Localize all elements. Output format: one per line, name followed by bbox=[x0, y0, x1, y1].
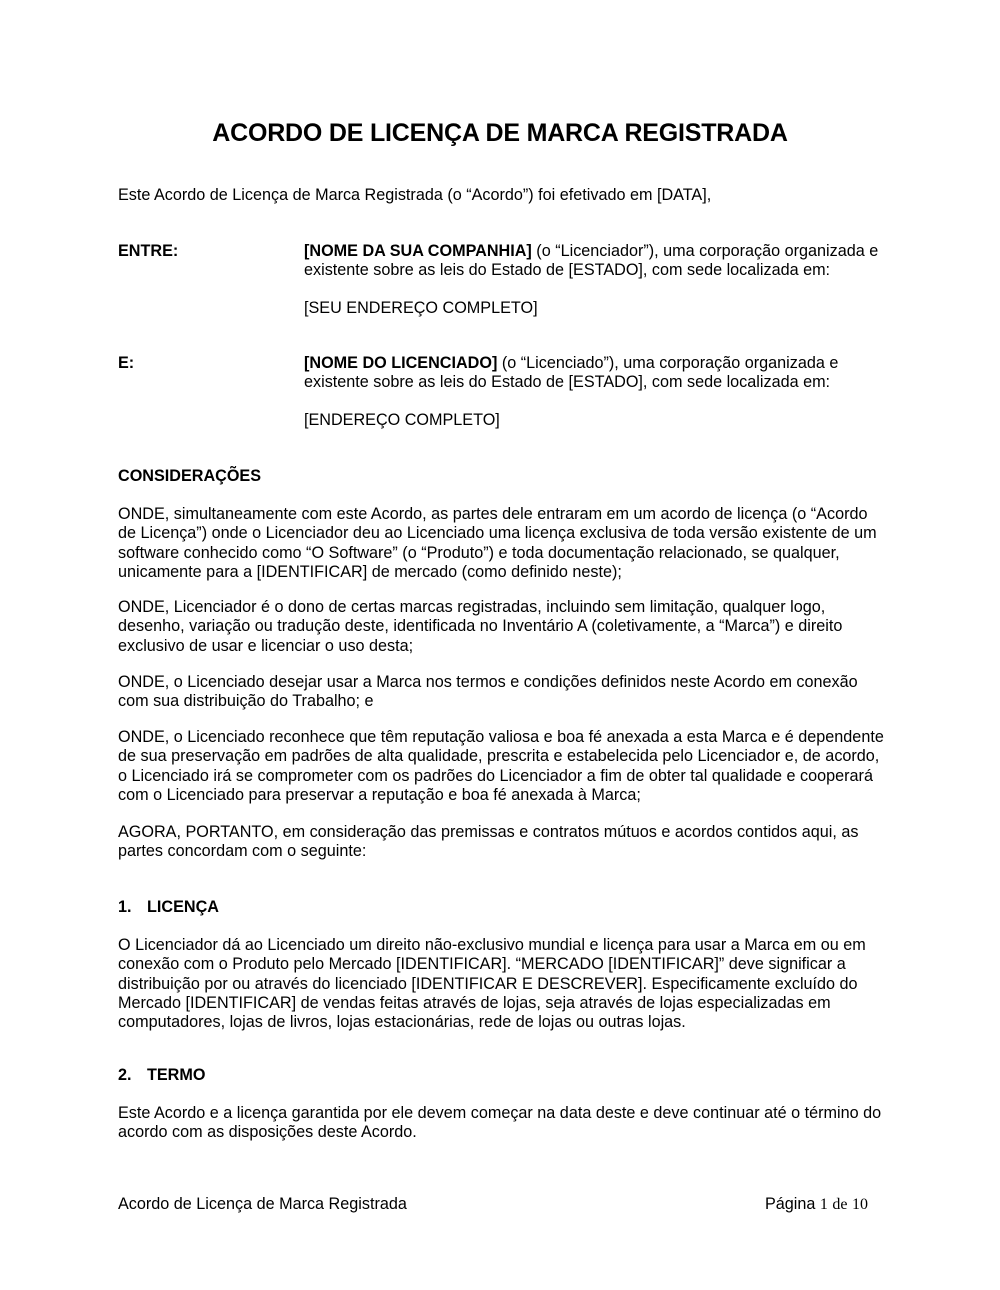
footer-page-word: Página bbox=[765, 1195, 816, 1213]
party-licensor-text: (o “Licenciador”), uma corporação organizada e existente sobre as leis do Estado de [ESTADO], com sede localizada em: bbox=[304, 242, 879, 280]
party-licensee-name: [NOME DO LICENCIADO] bbox=[304, 354, 498, 372]
whereas-paragraph-4: ONDE, o Licenciado reconhece que têm reputação valiosa e boa fé anexada a esta Marca e é dependente de sua preservação em padrões de alta qualidade, prescrita e estabelecida pelo Licenciador e, de acordo, o Licenciado irá se comprometer com os padrões do Licenciador a fim de obter tal qualidade e cooperará com o Licenciado para preservar a reputação e boa fé anexada à Marca; bbox=[118, 728, 884, 804]
party-licensee-description bbox=[304, 354, 884, 393]
document-title: ACORDO DE LICENÇA DE MARCA REGISTRADA bbox=[212, 119, 788, 147]
section-2-heading bbox=[118, 1066, 205, 1085]
footer-page-current: 1 bbox=[819, 1196, 828, 1213]
party-label-between: ENTRE: bbox=[118, 242, 179, 260]
section-2-number: 2. bbox=[118, 1066, 132, 1084]
party-licensee-address: [ENDEREÇO COMPLETO] bbox=[304, 411, 500, 429]
section-2-body: Este Acordo e a licença garantida por ele devem começar na data deste e deve continuar até o término do acordo com as disposições deste Acordo. bbox=[118, 1104, 882, 1142]
party-licensee-text: (o “Licenciado”), uma corporação organizada e existente sobre as leis do Estado de [ESTADO], com sede localizada em: bbox=[304, 354, 839, 392]
footer-page-number bbox=[765, 1195, 868, 1214]
section-1-title: LICENÇA bbox=[147, 898, 219, 916]
intro-paragraph: Este Acordo de Licença de Marca Registrada (o “Acordo”) foi efetivado em [DATA], bbox=[118, 186, 712, 204]
footer-document-title: Acordo de Licença de Marca Registrada bbox=[118, 1195, 407, 1213]
section-1-heading bbox=[118, 898, 219, 917]
party-licensor-description bbox=[304, 242, 884, 281]
section-1-body: O Licenciador dá ao Licenciado um direito não-exclusivo mundial e licença para usar a Marca em ou em conexão com o Produto pelo Mercado [IDENTIFICAR]. “MERCADO [IDENTIFICAR]” deve significar a distribuição por ou através do licenciado [IDENTIFICAR E DESCREVER]. Especificamente excluído do Mercado [IDENTIFICAR] de vendas feitas através de lojas, seja através de lojas especializadas em computadores, lojas de livros, lojas estacionárias, rede de lojas ou outras lojas. bbox=[118, 936, 866, 1032]
footer-page-of: de bbox=[832, 1196, 848, 1213]
section-2-title: TERMO bbox=[147, 1066, 206, 1084]
party-licensor-name: [NOME DA SUA COMPANHIA] bbox=[304, 242, 532, 260]
party-label-and: E: bbox=[118, 354, 135, 372]
section-1-number: 1. bbox=[118, 898, 132, 916]
footer-page-total: 10 bbox=[852, 1196, 869, 1213]
whereas-paragraph-3: ONDE, o Licenciado desejar usar a Marca nos termos e condições definidos neste Acordo em conexão com sua distribuição do Trabalho; e bbox=[118, 673, 858, 711]
considerations-heading: CONSIDERAÇÕES bbox=[118, 467, 262, 485]
whereas-paragraph-1: ONDE, simultaneamente com este Acordo, as partes dele entraram em um acordo de licença (o “Acordo de Licença”) onde o Licenciador deu ao Licenciado uma licença exclusiva de toda versão existente de um software conhecido como “O Software” (o “Produto”) e toda documentação relacionado, se qualquer, unicamente para a [IDENTIFICAR] de mercado (como definido neste); bbox=[118, 505, 877, 581]
whereas-paragraph-2: ONDE, Licenciador é o dono de certas marcas registradas, incluindo sem limitação, qualquer logo, desenho, variação ou tradução deste, identificada no Inventário A (coletivamente, a “Marca”) e direito exclusivo de usar e licenciar o uso desta; bbox=[118, 598, 843, 655]
now-therefore-paragraph: AGORA, PORTANTO, em consideração das premissas e contratos mútuos e acordos contidos aqui, as partes concordam com o seguinte: bbox=[118, 823, 859, 861]
party-licensor-address: [SEU ENDEREÇO COMPLETO] bbox=[304, 299, 538, 317]
